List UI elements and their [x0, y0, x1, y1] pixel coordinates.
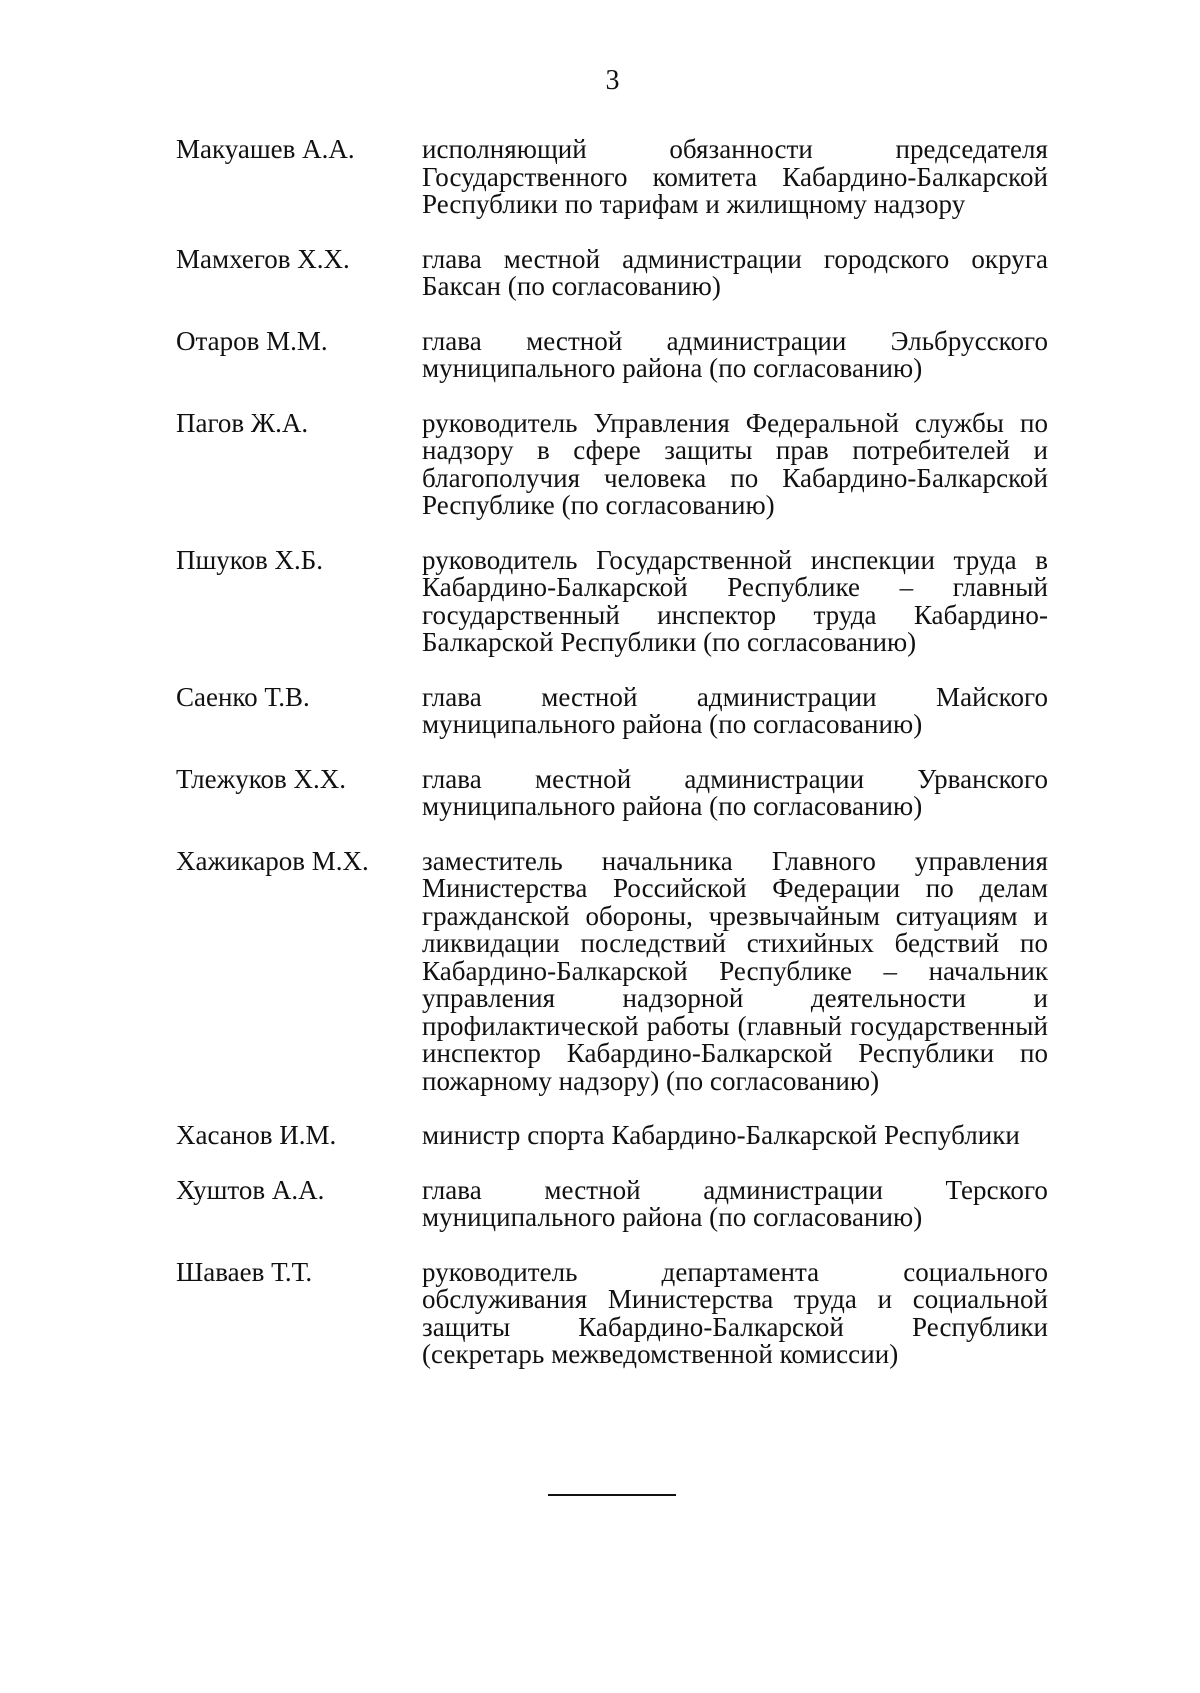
member-name: Хасанов И.М. [176, 1120, 337, 1150]
member-name: Хажикаров М.Х. [176, 845, 369, 876]
member-row [176, 243, 1048, 301]
member-role: министр спорта Кабардино-Балкарской Республики [422, 1120, 1020, 1150]
member-row [176, 544, 1048, 657]
member-role: руководитель Управления Федеральной службы по надзору в сфере защиты прав потребителей и благополучия человека по Кабардино-Балкарской Республике (по согласованию) [422, 407, 1048, 520]
end-of-list-divider [548, 1494, 676, 1496]
member-name: Шаваев Т.Т. [176, 1256, 313, 1287]
member-role: руководитель Государственной инспекции труда в Кабардино-Балкарской Республике – главный государственный инспектор труда Кабардино-Балкарской Республики (по согласованию) [422, 544, 1048, 657]
member-name: Хуштов А.А. [176, 1174, 325, 1205]
member-role: глава местной администрации Урванского муниципального района (по согласованию) [422, 763, 1048, 821]
member-role: глава местной администрации Терского муниципального района (по согласованию) [422, 1174, 1048, 1232]
member-row [176, 1256, 1048, 1369]
member-role: глава местной администрации городского округа Баксан (по согласованию) [422, 243, 1048, 301]
member-row [176, 681, 1048, 739]
member-row [176, 1174, 1048, 1232]
page-number: 3 [605, 65, 620, 96]
member-role: глава местной администрации Эльбрусского муниципального района (по согласованию) [422, 325, 1048, 383]
member-name: Макуашев А.А. [176, 134, 355, 164]
member-role: глава местной администрации Майского муниципального района (по согласованию) [422, 681, 1048, 739]
member-row [176, 325, 1048, 383]
member-name: Саенко Т.В. [176, 681, 310, 712]
member-row [176, 845, 1048, 1096]
member-name: Отаров М.М. [176, 325, 328, 356]
member-role: руководитель департамента социального обслуживания Министерства труда и социальной защиты Кабардино-Балкарской Республики (секретарь межведомственной комиссии) [422, 1256, 1048, 1369]
member-row [176, 136, 1048, 219]
member-name: Тлежуков Х.Х. [176, 763, 347, 794]
member-row [176, 763, 1048, 821]
member-row [176, 407, 1048, 520]
member-role: заместитель начальника Главного управления Министерства Российской Федерации по делам гражданской обороны, чрезвычайным ситуациям и ликвидации последствий стихийных бедствий по Кабардино-Балкарской Республике – начальник управления надзорной деятельности и профилактической работы (главный государственный инспектор Кабардино-Балкарской Республики по пожарному надзору) (по согласованию) [422, 845, 1048, 1096]
member-name: Пшуков Х.Б. [176, 544, 324, 575]
member-row [176, 1122, 1048, 1150]
commission-member-list [176, 136, 1048, 1396]
member-name: Мамхегов Х.Х. [176, 243, 350, 274]
member-role: исполняющий обязанности председателя Государственного комитета Кабардино-Балкарской Республики по тарифам и жилищному надзору [422, 134, 1048, 219]
member-name: Пагов Ж.А. [176, 407, 309, 438]
